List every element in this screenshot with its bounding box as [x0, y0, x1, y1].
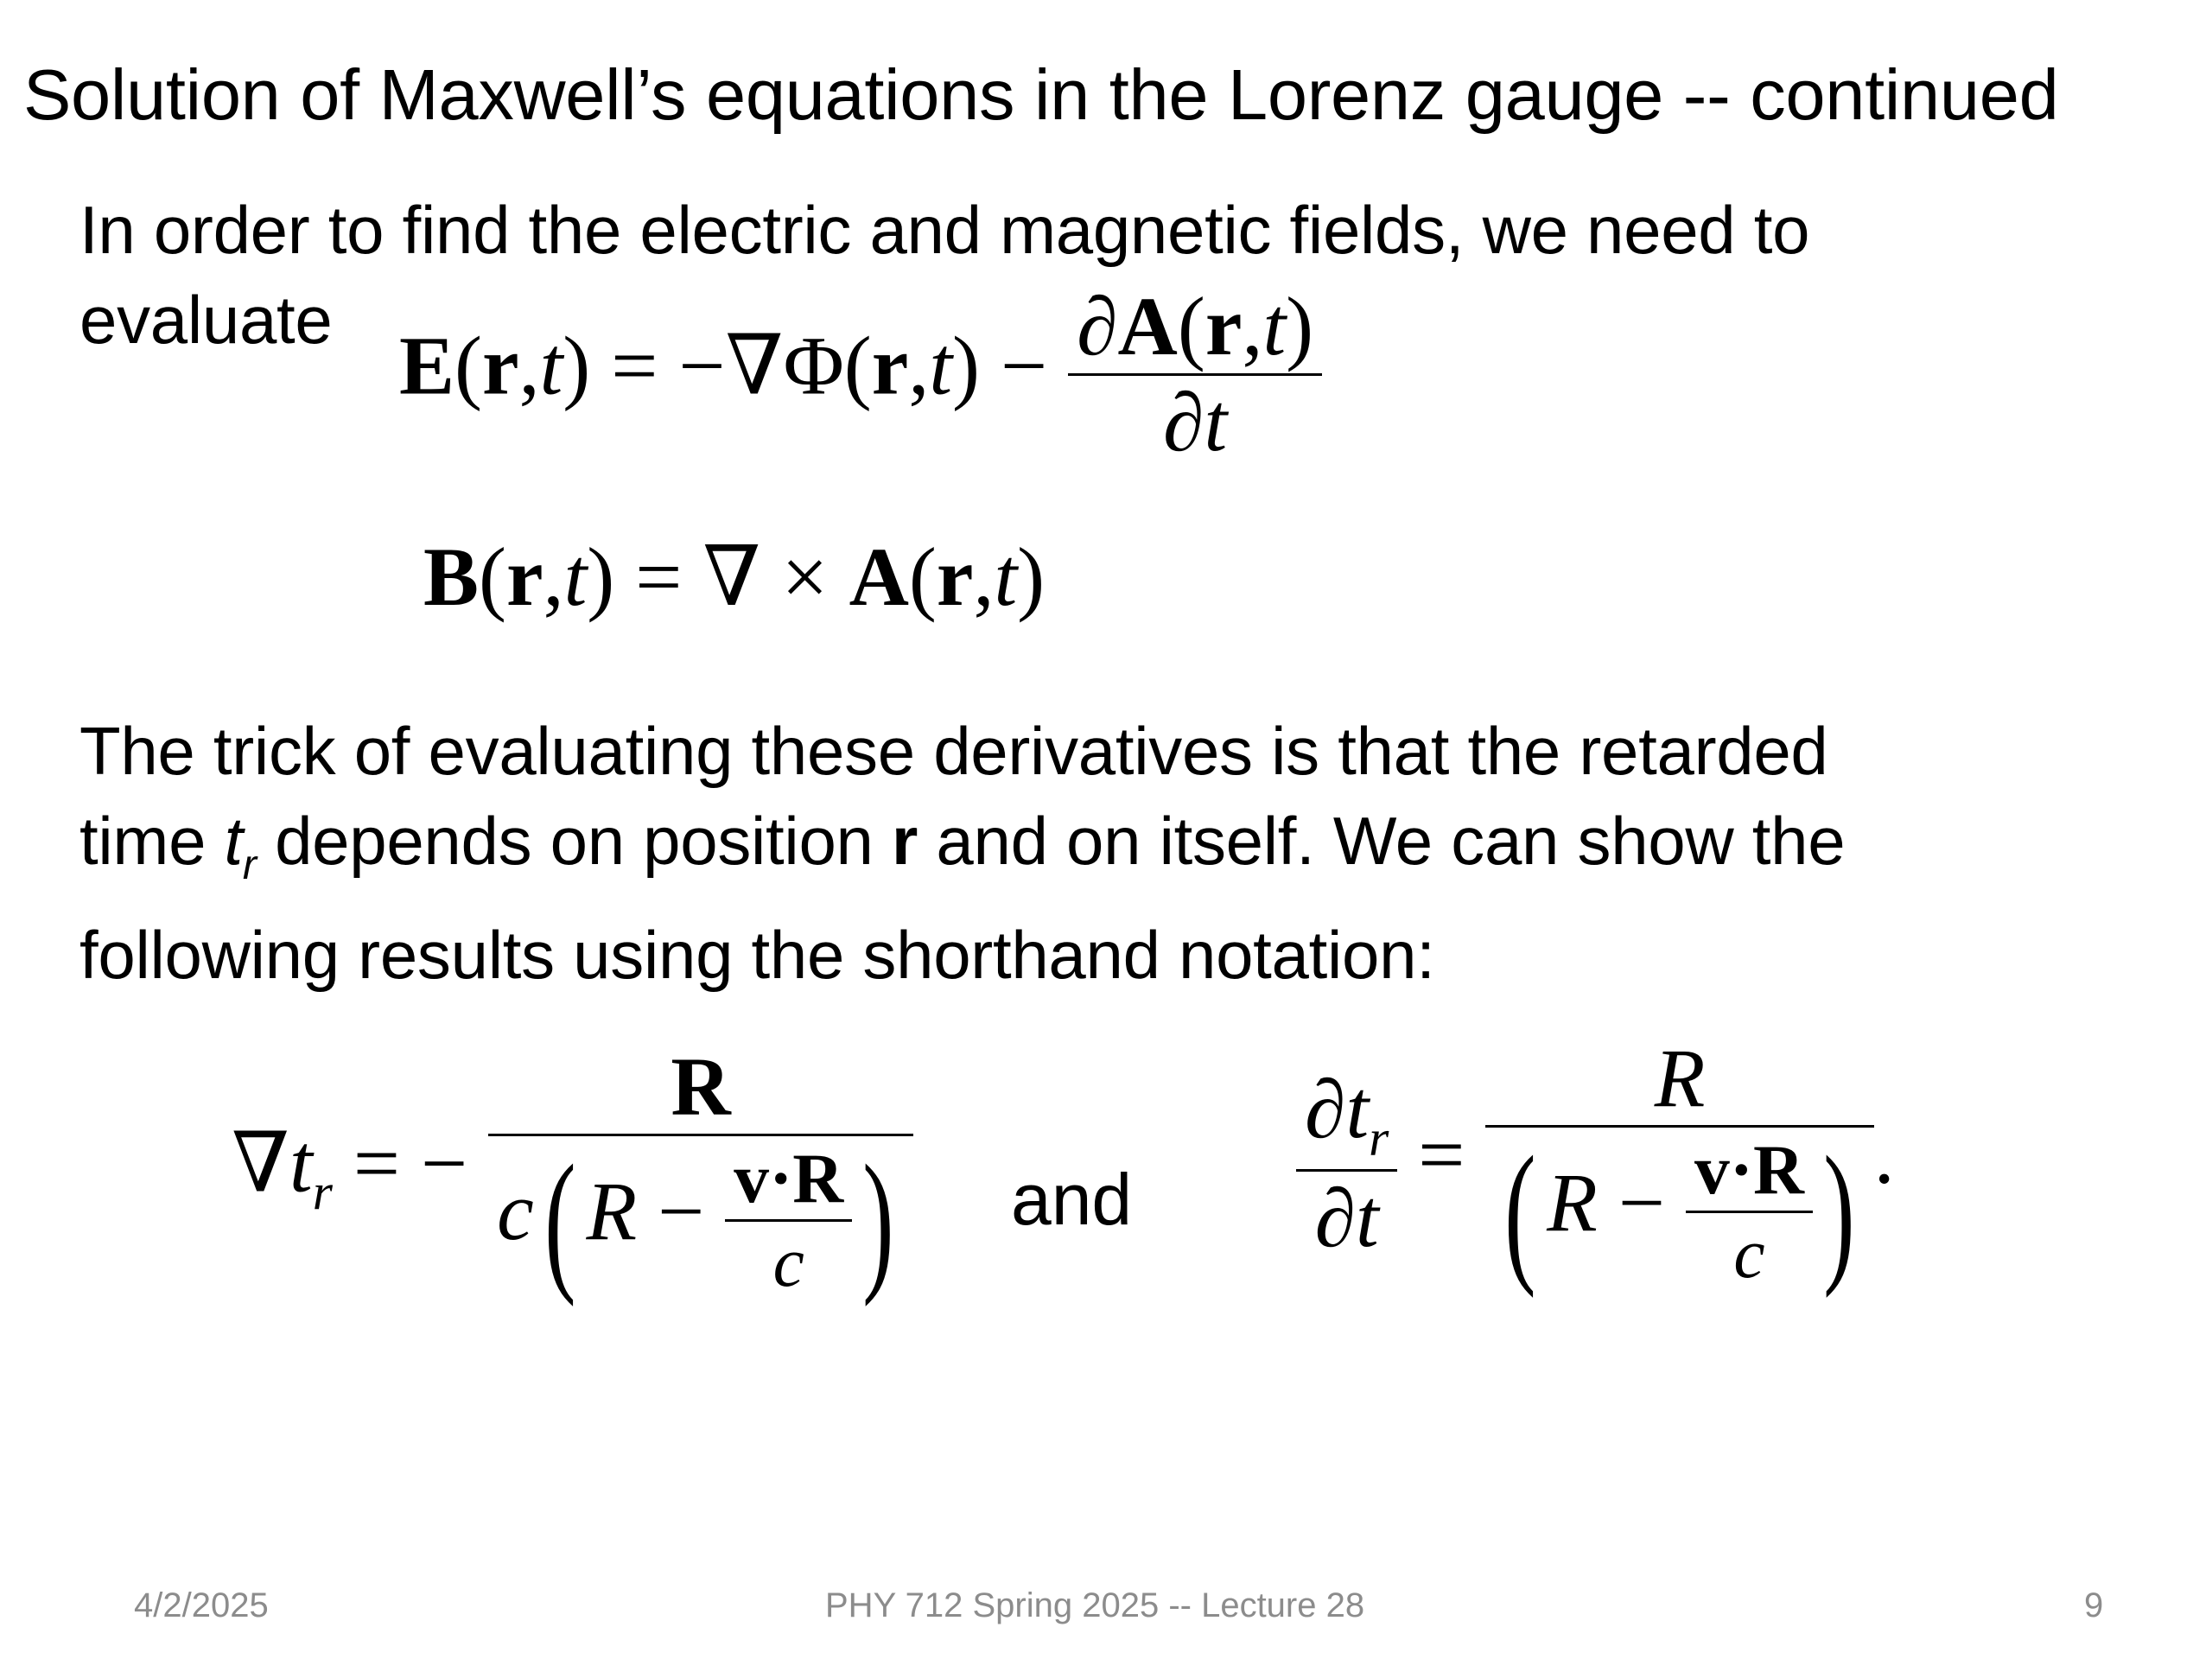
equation-magnetic-field: B(r,t) = ∇ × A(r,t)	[423, 531, 1046, 623]
and-label: and	[1011, 1159, 1133, 1240]
partial-a-fraction: $\frac{\partial A(r,t)}{\partial t}$	[1068, 285, 1322, 464]
position-vector-r: r	[892, 803, 918, 879]
intro-line-1: In order to find the electric and magnetic fields, we need to	[79, 192, 1810, 268]
slide-title: Solution of Maxwell’s equations in the Lorenz gauge -- continued	[23, 54, 2059, 135]
equation-electric-field: E(r,t) = −∇Φ(r,t) − $\frac{\partial A(r,t)}{\partial t}$	[399, 285, 1322, 464]
intro-line-2: evaluate	[79, 282, 333, 358]
equation-gradient-tr: $\nabla t_r$ = − R c( R − $\frac{v\cdot R}{c}$ )	[232, 1046, 913, 1299]
footer-page-number: 9	[2084, 1586, 2104, 1624]
retarded-time-paragraph	[79, 706, 1845, 1000]
footer-course: PHY 712 Spring 2025 -- Lecture 28	[825, 1586, 1365, 1624]
footer-date: 4/2/2025	[134, 1586, 269, 1624]
para2-line-2: time $t_r$ depends on position r and on itself. We can show the	[79, 803, 1846, 888]
retarded-time-symbol: $t_r$	[224, 803, 257, 888]
para2-line-3: following results using the shorthand notation:	[79, 916, 1435, 993]
equation-partial-tr: $\frac{\partial t_r}{\partial t}$ = R ( R − $\frac{v\cdot R}{c}$ ) .	[1296, 1037, 1895, 1290]
para2-line-1: The trick of evaluating these derivatives is that the retarded	[79, 713, 1828, 789]
